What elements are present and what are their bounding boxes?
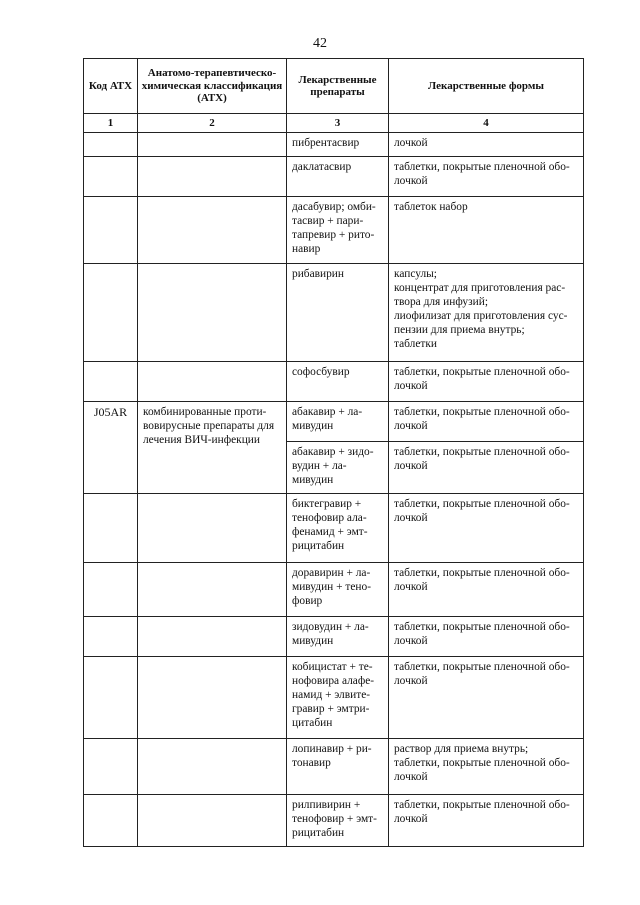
dosage-form-cell: лочкой <box>389 133 584 157</box>
drug-cell: лопинавир + ри- тонавир <box>287 739 389 795</box>
classification-cell <box>138 264 287 362</box>
atc-code-cell <box>84 157 138 197</box>
dosage-form-cell: капсулы; концентрат для приготовления рас- твора для инфузий; лиофилизат для приготовления сус- пензии для приема внутрь; таблетки <box>389 264 584 362</box>
atc-code-cell <box>84 264 138 362</box>
dosage-form-cell: таблетки, покрытые пленочной обо- лочкой <box>389 157 584 197</box>
dosage-form-cell: таблетки, покрытые пленочной обо- лочкой <box>389 795 584 847</box>
classification-cell <box>138 739 287 795</box>
header-atc-classification: Анатомо-терапевтическо-химическая классификация (АТХ) <box>138 59 287 114</box>
table-row <box>84 617 584 657</box>
drug-cell: абакавир + ла- мивудин <box>287 402 389 442</box>
table-row <box>84 402 584 442</box>
drug-cell: биктегравир + тенофовир ала- фенамид + эмт- рицитабин <box>287 494 389 563</box>
atc-code-cell <box>84 362 138 402</box>
atc-code-cell <box>84 494 138 563</box>
table-row <box>84 739 584 795</box>
column-number: 3 <box>287 114 389 133</box>
classification-cell <box>138 494 287 563</box>
dosage-form-cell: таблетки, покрытые пленочной обо- лочкой <box>389 657 584 739</box>
drug-cell: доравирин + ла- мивудин + тено- фовир <box>287 563 389 617</box>
classification-cell <box>138 795 287 847</box>
column-number: 2 <box>138 114 287 133</box>
header-drugs: Лекарственные препараты <box>287 59 389 114</box>
dosage-form-cell: таблетки, покрытые пленочной обо- лочкой <box>389 402 584 442</box>
atc-code-cell <box>84 133 138 157</box>
table-row <box>84 264 584 362</box>
table-row <box>84 197 584 264</box>
header-dosage-forms: Лекарственные формы <box>389 59 584 114</box>
atc-code-cell <box>84 563 138 617</box>
dosage-form-cell: таблетки, покрытые пленочной обо- лочкой <box>389 563 584 617</box>
classification-cell <box>138 563 287 617</box>
header-atc-code: Код АТХ <box>84 59 138 114</box>
dosage-form-cell: таблеток набор <box>389 197 584 264</box>
dosage-form-cell: таблетки, покрытые пленочной обо- лочкой <box>389 362 584 402</box>
atc-code-cell <box>84 197 138 264</box>
drug-cell: зидовудин + ла- мивудин <box>287 617 389 657</box>
table-row <box>84 157 584 197</box>
atc-code-cell <box>84 657 138 739</box>
classification-cell <box>138 133 287 157</box>
column-number-row <box>84 114 584 133</box>
drug-cell: рилпивирин + тенофовир + эмт- рицитабин <box>287 795 389 847</box>
classification-cell <box>138 362 287 402</box>
classification-cell <box>138 617 287 657</box>
table-row <box>84 494 584 563</box>
dosage-form-cell: раствор для приема внутрь; таблетки, покрытые пленочной обо- лочкой <box>389 739 584 795</box>
classification-cell <box>138 157 287 197</box>
page-number: 42 <box>313 36 327 51</box>
table-row <box>84 657 584 739</box>
atc-drug-table <box>83 58 584 847</box>
drug-cell: софосбувир <box>287 362 389 402</box>
dosage-form-cell: таблетки, покрытые пленочной обо- лочкой <box>389 494 584 563</box>
dosage-form-cell: таблетки, покрытые пленочной обо- лочкой <box>389 442 584 494</box>
drug-cell: даклатасвир <box>287 157 389 197</box>
drug-cell: пибрентасвир <box>287 133 389 157</box>
atc-code-cell <box>84 795 138 847</box>
drug-cell: дасабувир; омби- тасвир + пари- тапревир + рито- навир <box>287 197 389 264</box>
atc-code-cell <box>84 739 138 795</box>
column-number: 1 <box>84 114 138 133</box>
table-row <box>84 795 584 847</box>
atc-code-cell <box>84 617 138 657</box>
dosage-form-cell: таблетки, покрытые пленочной обо- лочкой <box>389 617 584 657</box>
table-row <box>84 563 584 617</box>
table-header-row <box>84 59 584 114</box>
table-row <box>84 133 584 157</box>
drug-cell: кобицистат + те- нофовира алафе- намид + элвите- гравир + эмтри- цитабин <box>287 657 389 739</box>
column-number: 4 <box>389 114 584 133</box>
drug-cell: абакавир + зидо- вудин + ла- мивудин <box>287 442 389 494</box>
classification-cell: комбинированные проти- вовирусные препараты для лечения ВИЧ-инфекции <box>138 402 287 494</box>
atc-code-cell: J05AR <box>84 402 138 494</box>
classification-cell <box>138 657 287 739</box>
table-row <box>84 362 584 402</box>
classification-cell <box>138 197 287 264</box>
drug-cell: рибавирин <box>287 264 389 362</box>
